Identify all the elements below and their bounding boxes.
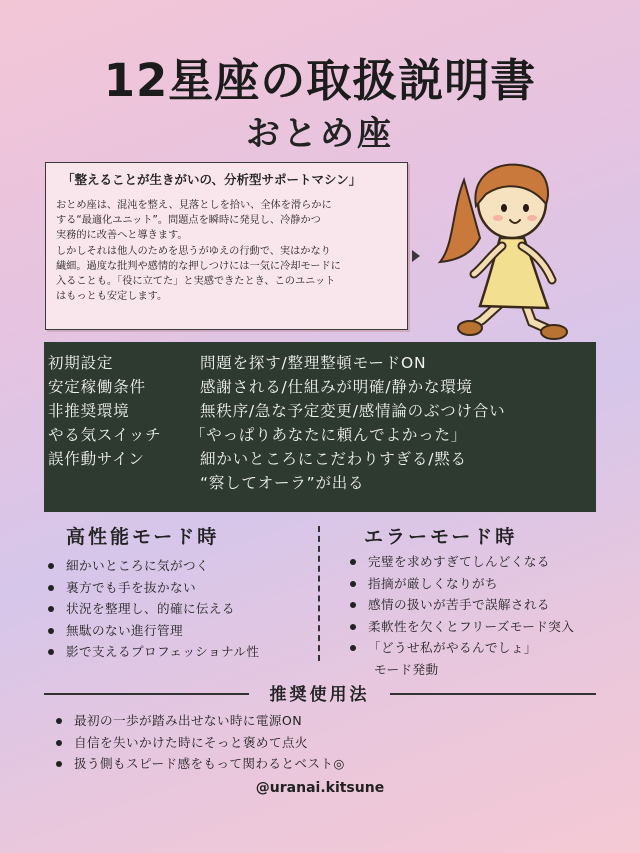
spec-key: やる気スイッチ [48,426,162,444]
list-item: 完璧を求めすぎてしんどくなる [346,551,574,573]
running-girl-illustration [412,150,597,345]
usage-list [52,710,345,775]
usage-heading: 推奨使用法 [269,685,370,705]
list-item: 裏方でも手を抜かない [44,577,259,599]
list-item: 感情の扱いが苦手で誤解される [346,594,574,616]
list-item: 無駄のない進行管理 [44,620,259,642]
spec-row [48,447,596,471]
spec-key: 安定稼働条件 [48,378,146,396]
error-mode-heading: エラーモード時 [364,526,518,548]
spec-key: 誤作動サイン [48,450,145,468]
intro-box [45,162,408,330]
high-mode-list [44,555,259,663]
account-handle: @uranai.kitsune [255,780,385,796]
page-subtitle: おとめ座 [246,114,394,154]
intro-line: する“最適化ユニット”。問題点を瞬時に発見し、冷静かつ [56,215,321,227]
spec-table [44,342,596,512]
list-item: 影で支えるプロフェッショナル性 [44,641,259,663]
intro-line: はもっとも安定します。 [56,291,168,303]
list-item: 「どうせ私がやるんでしょ」 [346,637,574,659]
intro-line: しかしそれは他人のためを思うがゆえの行動で、実はかなり [56,245,331,257]
spec-value: 細かいところにこだわりすぎる/黙る [200,450,467,468]
spec-value: 「やっぱりあなたに頼んでよかった」 [190,426,468,444]
list-item-continuation: モード発動 [374,661,439,677]
spec-row [48,375,596,399]
page-title: 12星座の取扱説明書 [103,54,537,107]
spec-row-continuation [48,471,596,495]
spec-value: “察してオーラ”が出る [200,474,365,492]
spec-key: 非推奨環境 [48,402,130,420]
list-item: 状況を整理し、的確に伝える [44,598,259,620]
error-mode-list [346,551,574,680]
high-mode-heading: 高性能モード時 [66,526,220,548]
intro-line: おとめ座は、混沌を整え、見落としを拾い、全体を滑らかに [56,200,332,211]
spec-row [48,351,596,375]
list-item: 柔軟性を欠くとフリーズモード突入 [346,616,574,638]
intro-line: 実務的に改善へと導きます。 [56,230,188,242]
spec-value: 問題を探す/整理整頓モードON [200,354,427,372]
spec-value: 感謝される/仕組みが明確/静かな環境 [200,378,473,396]
column-divider [318,526,320,661]
intro-line: 繊細。過度な批判や感情的な押しつけには一気に冷却モードに [56,260,341,272]
intro-line: 入ることも。「役に立てた」と実感できたとき、このユニット [56,276,336,288]
list-item: 自信を失いかけた時にそっと褒めて点火 [52,732,345,754]
list-item: 指摘が厳しくなりがち [346,573,574,595]
intro-heading: 「整えることが生きがいの、分析型サポートマシン」 [62,172,362,187]
spec-value: 無秩序/急な予定変更/感情論のぶつけ合い [200,402,506,420]
list-item: 細かいところに気がつく [44,555,259,577]
spec-row [48,423,596,447]
list-item: 最初の一歩が踏み出せない時に電源ON [52,710,345,732]
intro-body [56,198,397,304]
spec-row [48,399,596,423]
usage-divider-right [390,693,596,695]
list-item: 扱う側もスピード感をもって関わるとベスト◎ [52,753,345,775]
usage-divider-left [44,693,249,695]
spec-key: 初期設定 [48,354,114,372]
